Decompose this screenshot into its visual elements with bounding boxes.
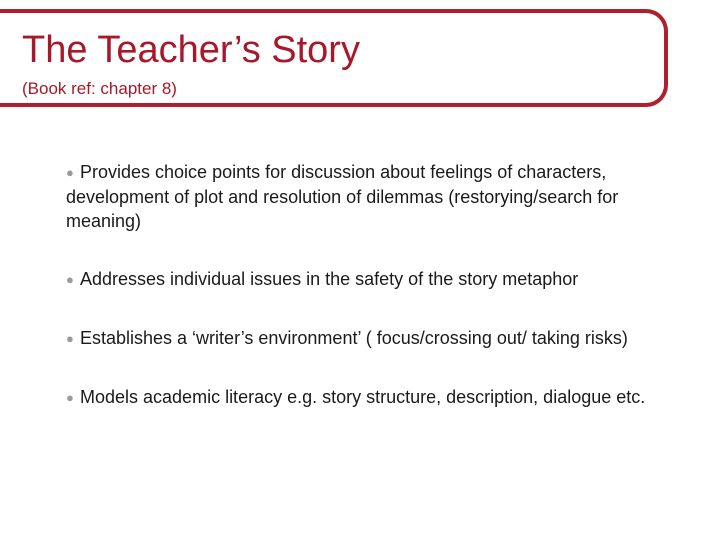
bullet-dot-icon: ●: [66, 331, 74, 346]
bullet-text: Provides choice points for discussion about feelings of characters, development of plot and resolution of dilemmas (restorying/search for meaning): [66, 162, 619, 231]
bullet-dot-icon: ●: [66, 165, 74, 180]
bullet-dot-icon: ●: [66, 390, 74, 405]
bullet-text: Models academic literacy e.g. story structure, description, dialogue etc.: [80, 387, 646, 407]
bullet-list: [66, 160, 666, 410]
bullet-item: [66, 385, 666, 410]
bullet-item: [66, 160, 666, 233]
bullet-item: [66, 326, 666, 351]
bullet-item: [66, 267, 666, 292]
slide-title: The Teacher’s Story: [22, 29, 360, 71]
bullet-text: Establishes a ‘writer’s environment’ ( focus/crossing out/ taking risks): [80, 328, 628, 348]
slide-subtitle: (Book ref: chapter 8): [22, 79, 177, 98]
bullet-dot-icon: ●: [66, 272, 74, 287]
bullet-text: Addresses individual issues in the safety of the story metaphor: [80, 269, 579, 289]
